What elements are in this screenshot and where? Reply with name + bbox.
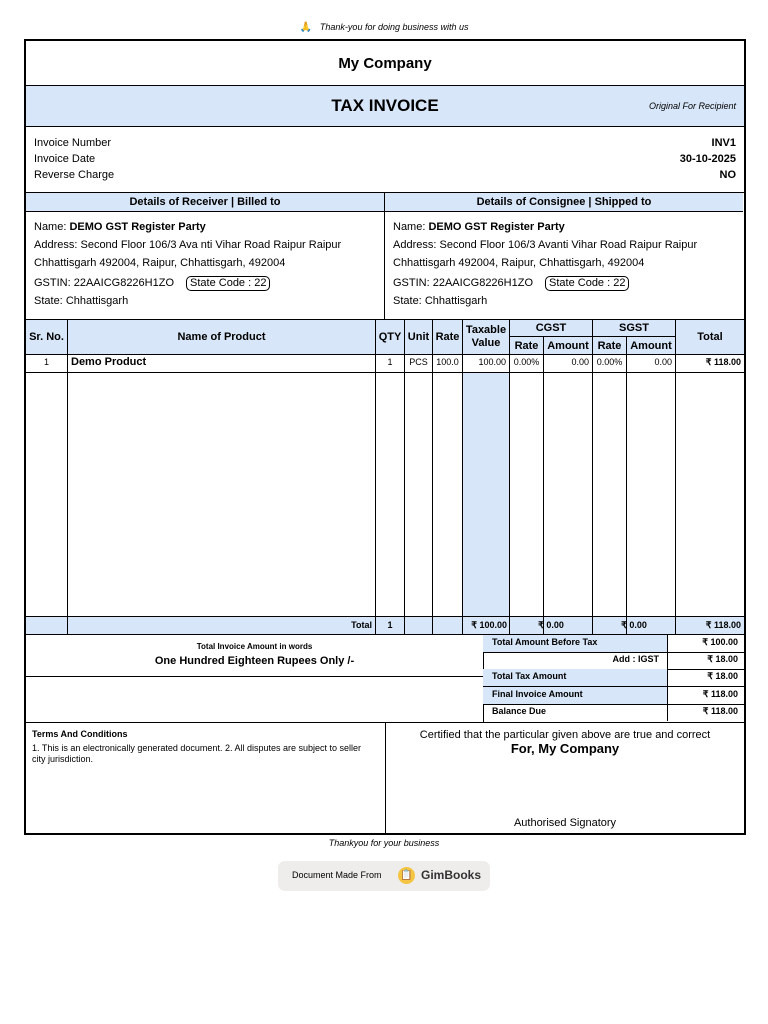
amount-in-words: [26, 635, 483, 677]
consignee-address-label: Address:: [393, 239, 437, 251]
totals-taxable: ₹ 100.00: [471, 620, 507, 630]
summary-total-tax: [483, 669, 744, 687]
totals-grand: ₹ 118.00: [705, 620, 741, 630]
receiver-heading: Details of Receiver | Billed to: [26, 193, 384, 212]
row-qty: 1: [387, 357, 393, 367]
summary-total-tax-value: ₹ 18.00: [707, 671, 738, 681]
summary-balance-due-value: ₹ 118.00: [702, 706, 738, 716]
consignee-address-line: [393, 239, 697, 251]
invoice-number-label: Invoice Number: [34, 137, 112, 149]
consignee-state-label: State:: [393, 295, 422, 307]
terms-heading: Terms And Conditions: [32, 729, 128, 739]
totals-label: Total: [351, 620, 372, 630]
summary-igst-value: ₹ 18.00: [707, 654, 738, 664]
invoice-title: TAX INVOICE: [331, 96, 439, 115]
certification-block: [386, 722, 744, 834]
reverse-charge-value: NO: [719, 169, 736, 181]
col-sgst-rate: Rate: [597, 339, 622, 352]
invoice-date-label: Invoice Date: [34, 153, 96, 165]
bottom-thanks-note: Thankyou for your business: [328, 838, 440, 848]
receiver-address-line: [34, 239, 341, 251]
row-rate: 100.0: [436, 357, 459, 367]
for-company: For, My Company: [510, 741, 620, 756]
reverse-charge-row: [34, 169, 736, 185]
receiver-name-label: Name:: [34, 221, 67, 233]
badge-brand: GimBooks: [421, 868, 482, 882]
col-qty: QTY: [378, 330, 402, 343]
summary-before-tax-label: Total Amount Before Tax: [492, 637, 598, 647]
consignee-state-code-badge: State Code : 22: [545, 276, 629, 291]
col-cgst-amount: Amount: [547, 339, 589, 352]
invoice-number-row: [34, 137, 736, 153]
summary-before-tax: [483, 635, 744, 653]
col-sgst: SGST: [619, 321, 649, 334]
top-note-text: Thank-you for doing business with us: [319, 22, 469, 32]
row-sr: 1: [43, 357, 49, 367]
col-sgst-amount: Amount: [630, 339, 672, 352]
col-product: Name of Product: [177, 330, 266, 343]
row-cgst-amount: 0.00: [571, 357, 589, 367]
receiver-state-code-badge: State Code : 22: [186, 276, 270, 291]
folded-hands-icon: 🙏: [299, 22, 312, 33]
receiver-gstin-line: [34, 276, 270, 291]
receiver-address1: Second Floor 106/3 Ava nti Vihar Road Raipur Raipur: [80, 239, 342, 251]
consignee-address2: Chhattisgarh 492004, Raipur, Chhattisgarh, 492004: [393, 257, 645, 269]
row-sgst-rate: 0.00%: [596, 357, 623, 367]
receiver-address-label: Address:: [34, 239, 78, 251]
certification-statement: Certified that the particular given above are true and correct: [419, 729, 711, 741]
col-unit: Unit: [407, 330, 430, 343]
consignee-heading: Details of Consignee | Shipped to: [385, 193, 743, 212]
company-name: My Company: [26, 41, 744, 86]
row-sgst-amount: 0.00: [654, 357, 672, 367]
badge-made-from: Document Made From: [292, 870, 382, 880]
summary-final-amount-label: Final Invoice Amount: [492, 689, 583, 699]
invoice-number-value: INV1: [711, 137, 736, 149]
consignee-state-line: [393, 295, 487, 307]
receiver-address2: Chhattisgarh 492004, Raipur, Chhattisgarh, 492004: [34, 257, 286, 269]
col-taxable-value: Taxable Value: [465, 323, 507, 349]
terms-and-conditions: [26, 722, 386, 834]
consignee-gstin: 22AAICG8226H1ZO: [432, 277, 534, 289]
receiver-gstin: 22AAICG8226H1ZO: [73, 277, 175, 289]
party-details: [26, 193, 744, 320]
receiver-state-label: State:: [34, 295, 63, 307]
invoice-sheet: [24, 39, 746, 835]
copy-label: Original For Recipient: [648, 101, 736, 111]
col-cgst: CGST: [535, 321, 567, 334]
col-cgst-rate: Rate: [514, 339, 539, 352]
summary-total-tax-label: Total Tax Amount: [492, 671, 567, 681]
consignee-state: Chhattisgarh: [424, 295, 488, 307]
col-total: Total: [697, 330, 723, 343]
row-cgst-rate: 0.00%: [513, 357, 540, 367]
row-total: ₹ 118.00: [705, 357, 741, 367]
totals-cgst: ₹ 0.00: [538, 620, 564, 630]
summary-balance-due-label: Balance Due: [492, 706, 547, 716]
receiver-state-line: [34, 295, 128, 307]
invoice-date-value: 30-10-2025: [679, 153, 736, 165]
summary-final-amount: [483, 687, 744, 705]
consignee-address1: Second Floor 106/3 Avanti Vihar Road Raipur Raipur: [439, 239, 698, 251]
top-thanks-note: [0, 22, 768, 33]
consignee-gstin-line: [393, 276, 629, 291]
invoice-date-row: [34, 153, 736, 169]
amount-in-words-value: One Hundred Eighteen Rupees Only /-: [154, 655, 355, 667]
totals-sgst: ₹ 0.00: [621, 620, 647, 630]
amount-in-words-title: Total Invoice Amount in words: [196, 642, 313, 651]
consignee-name: DEMO GST Register Party: [428, 221, 565, 233]
gimbooks-badge[interactable]: [278, 861, 490, 891]
summary-before-tax-value: ₹ 100.00: [702, 637, 738, 647]
totals-qty: 1: [387, 620, 393, 630]
consignee-gstin-label: GSTIN:: [393, 277, 430, 289]
amount-summary: [483, 634, 744, 722]
col-rate: Rate: [435, 330, 460, 343]
summary-igst-label: Add : IGST: [612, 654, 659, 664]
reverse-charge-label: Reverse Charge: [34, 169, 115, 181]
receiver-name: DEMO GST Register Party: [69, 221, 206, 233]
invoice-title-bar: [26, 86, 744, 127]
receiver-gstin-label: GSTIN:: [34, 277, 71, 289]
summary-balance-due: [483, 704, 744, 721]
consignee-details: [385, 193, 743, 319]
summary-final-amount-value: ₹ 118.00: [702, 689, 738, 699]
invoice-meta: [26, 127, 744, 193]
gimbooks-logo-icon: 📋: [398, 867, 415, 884]
consignee-name-label: Name:: [393, 221, 426, 233]
authorised-signatory: Authorised Signatory: [513, 817, 617, 829]
receiver-details: [26, 193, 385, 319]
row-product: Demo Product: [71, 356, 147, 368]
col-sr-no: Sr. No.: [29, 330, 64, 343]
taxable-value-column-fill: [463, 373, 509, 617]
receiver-state: Chhattisgarh: [65, 295, 129, 307]
receiver-name-line: [34, 221, 206, 233]
terms-body: 1. This is an electronically generated document. 2. All disputes are subject to seller city jurisdiction.: [32, 743, 362, 764]
summary-igst: [483, 652, 744, 670]
row-taxable: 100.00: [478, 357, 506, 367]
row-unit: PCS: [409, 357, 428, 367]
consignee-name-line: [393, 221, 565, 233]
